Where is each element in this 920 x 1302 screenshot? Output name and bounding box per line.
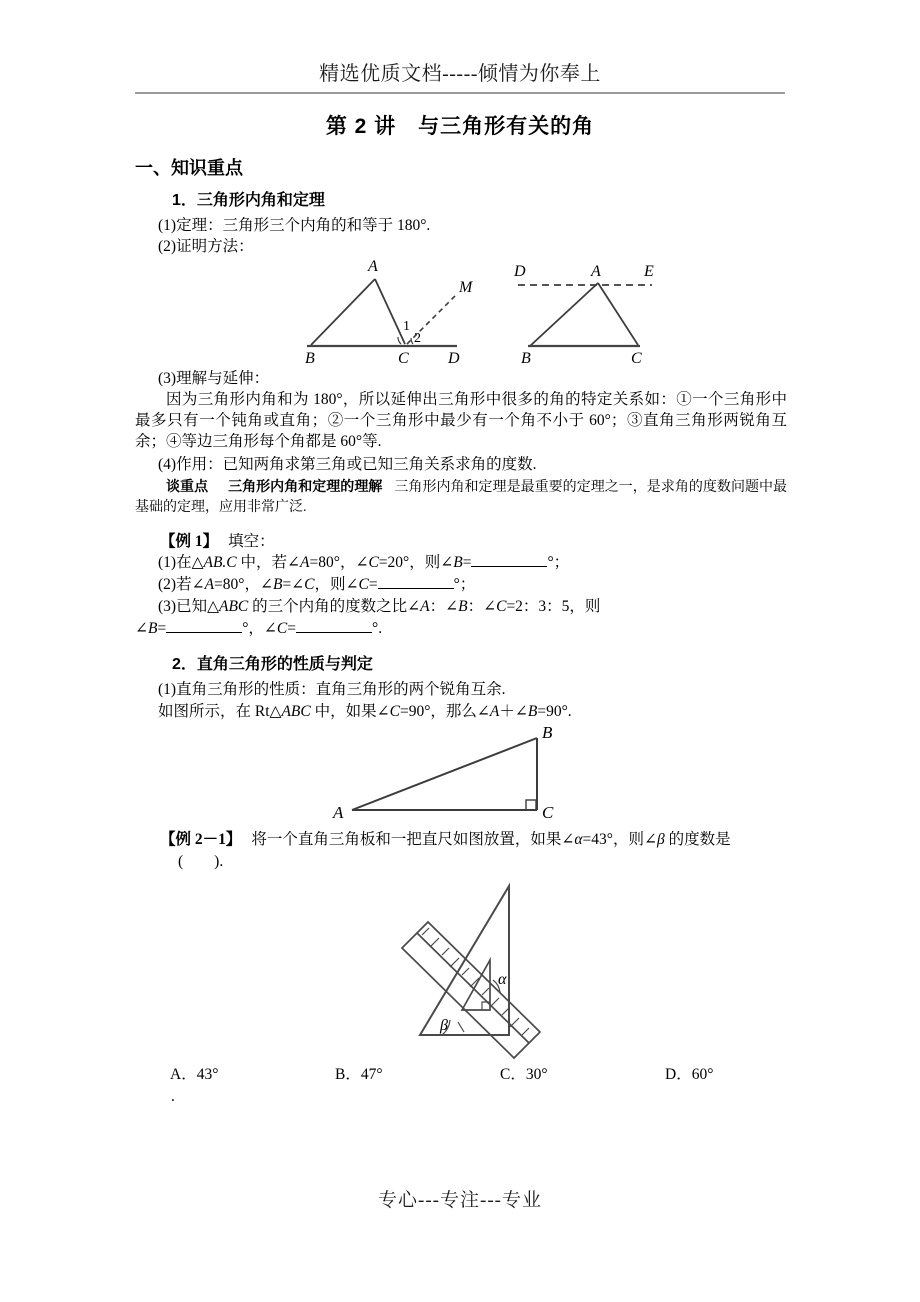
example-1-question-1 [158,552,569,573]
example-2-1 [160,829,790,850]
vertex-label-B: B [305,350,315,364]
s2-angle-c: C [389,703,400,720]
q3-ratio: =2：3：5，则 [506,598,601,615]
vertex-label-C: C [542,803,554,822]
q2-prefix: (2)若∠ [158,576,205,593]
q3-angle-c3: C [276,620,288,637]
q1-angle-b: B [453,554,463,571]
ex21-alpha: α [574,831,583,848]
vertex-label-C: C [631,350,642,364]
ex21-post: 的度数是 [664,831,731,848]
angle-label-2: 2 [414,331,421,346]
q2-angle-a: A [204,576,215,593]
vertex-label-A: A [333,803,344,822]
s2-plus: ＋∠ [499,703,528,720]
figure-triangle-parallel-line [512,252,692,364]
ex21-beta: β [656,831,665,848]
q3-unit-1: °，∠ [242,620,277,637]
q1-prefix: (1)在△ [158,554,204,571]
option-d[interactable] [665,1062,713,1084]
vertex-label-A: A [591,263,601,280]
q2-angle-c2: C [358,576,369,593]
q3-blank-1[interactable] [166,632,242,633]
vertex-label-B: B [542,723,553,742]
q2-angle-b: B [272,576,283,593]
ex21-prefix: 将一个直角三角板和一把直尺如图放置，如果∠ [251,831,575,848]
understanding-label: (3)理解与延伸： [158,370,270,387]
right-triangle-property: (1)直角三角形的性质：直角三角形的两个锐角互余. [158,681,506,698]
s2-triangle-abc: ABC [281,703,311,720]
s2-mid: 中，如果∠ [310,703,390,720]
usage-line: (4)作用：已知两角求第三角或已知三角关系求角的度数. [158,456,537,473]
example-1-label: 【例 1】 [160,533,219,550]
page-title: 第 2 讲 与三角形有关的角 [325,115,595,138]
q1-angle-a-value: =80°，∠ [309,554,369,571]
vertex-label-D: D [448,350,460,364]
q3-triangle-abc: ABC [219,598,249,615]
s2-end: =90°. [537,703,572,720]
vertex-label-A: A [368,258,378,275]
q1-equals: = [462,554,472,571]
q2-angle-c: C [304,576,315,593]
q1-angle-c-value: =20°，则∠ [378,554,454,571]
tip-label: 谈重点 [166,478,209,494]
s2-angle-a: A [489,703,500,720]
s2-prefix: 如图所示，在 Rt△ [158,703,282,720]
q2-post: ，则∠ [314,576,359,593]
q3-angle-a: A [420,598,430,615]
s2-angle-c-value: =90°，那么∠ [399,703,490,720]
q1-triangle-abc: AB.C [203,554,237,571]
ex21-mid: =43°，则∠ [582,831,657,848]
option-a-value: 43° [196,1066,219,1083]
option-a-key: A． [170,1066,197,1083]
point-label-D: D [514,263,526,280]
theorem-statement: (1)定理：三角形三个内角的和等于 180°. [158,217,431,234]
vertex-label-B: B [521,350,531,364]
q1-angle-c: C [368,554,379,571]
q3-blank-2[interactable] [296,632,372,633]
proof-method-label: (2)证明方法： [158,238,254,255]
understanding-paragraph: 因为三角形内角和为 180°，所以延伸出三角形中很多的角的特定关系如：①一个三角形中最多只有一个钝角或直角；②一个三角形中最少有一个角不小于 60°；③直角三角形两锐角互余；④等边三角形每个角都是 60°等. [135,391,787,450]
q2-mid: =∠ [282,576,305,593]
option-a[interactable] [170,1062,218,1084]
option-d-value: 60° [691,1066,714,1083]
option-b-value: 47° [360,1066,383,1083]
tip-body: 三角形内角和定理是最重要的定理之一，是求角的度数问题中最基础的定理，应用非常广泛. [135,480,788,515]
example-2-1-label: 【例 2－1】 [160,831,242,848]
q3-unit-2: °. [372,620,383,637]
q3-angle-b: B [458,598,468,615]
right-triangle-example-line [158,701,572,722]
example-1-question-3 [158,596,600,617]
q1-angle-a: A [300,554,310,571]
example-1-header [160,531,275,552]
footer-watermark: 专心---专注---专业 [378,1190,542,1211]
angle-label-1: 1 [403,319,410,334]
example-1-prompt: 填空： [228,533,275,550]
q3-colon-2: ：∠ [467,598,497,615]
option-d-key: D． [665,1066,692,1083]
q3-equals-1: = [157,620,167,637]
header-watermark: 精选优质文档-----倾情为你奉上 [319,63,601,85]
option-c-key: C． [500,1066,526,1083]
q3-prefix: (3)已知△ [158,598,219,615]
example-1-question-3-line2 [135,618,382,639]
stray-period: . [171,1088,175,1105]
subsection-heading-right-triangle: 2．直角三角形的性质与判定 [172,656,373,673]
angle-label-alpha: α [498,971,507,988]
option-b-key: B． [335,1066,361,1083]
q3-colon-1: ：∠ [429,598,459,615]
figure-triangle-exterior-angle [305,252,505,364]
q2-equals: = [368,576,378,593]
example-2-1-answer-paren: ( ). [178,853,224,870]
q1-mid: 中，若∠ [236,554,301,571]
q3-angle-b2: B [148,620,158,637]
q2-unit: °； [453,576,476,593]
option-c-value: 30° [525,1066,548,1083]
s2-angle-b: B [527,703,538,720]
subsection-heading-triangle-angle-sum: 1．三角形内角和定理 [172,192,325,209]
q3-mid: 的三个内角的度数之比∠ [248,598,421,615]
figure-set-square-ruler [380,880,640,1060]
q1-unit: °； [547,554,570,571]
option-c[interactable] [500,1062,548,1084]
option-b[interactable] [335,1062,383,1084]
header-rule [135,92,785,94]
q3-equals-2: = [287,620,296,637]
tip-title: 三角形内角和定理的理解 [228,478,383,494]
example-1-question-2 [158,574,475,595]
point-label-E: E [644,263,654,280]
angle-label-beta: β [440,1017,448,1034]
q1-blank[interactable] [471,566,547,567]
figure-right-triangle [330,722,610,822]
q2-blank[interactable] [378,588,454,589]
vertex-label-C: C [398,350,409,364]
q2-angle-a-value: =80°，∠ [214,576,273,593]
section-heading-knowledge: 一、知识重点 [135,158,243,178]
tip-block [135,476,787,518]
point-label-M: M [459,279,473,296]
q3-angle-symbol: ∠ [135,620,148,637]
q3-angle-c: C [496,598,507,615]
